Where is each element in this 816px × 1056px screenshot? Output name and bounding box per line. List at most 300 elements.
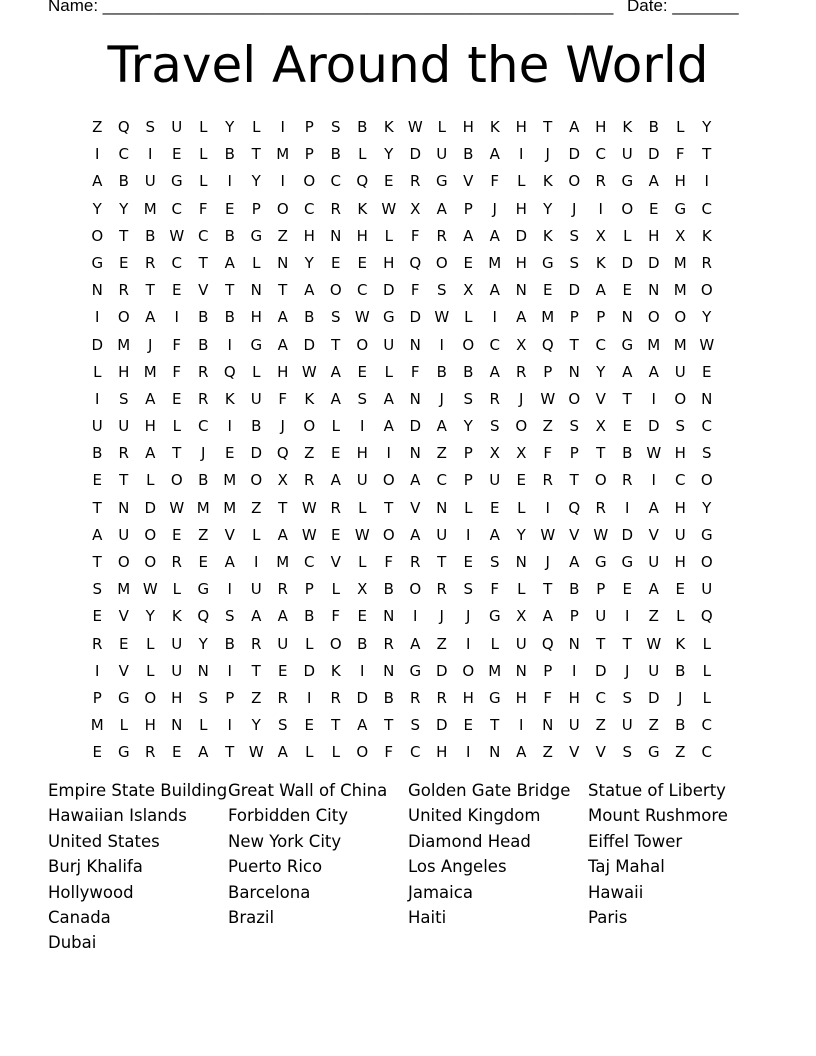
grid-letter[interactable]: C <box>198 226 209 245</box>
grid-letter[interactable]: U <box>674 525 686 544</box>
grid-letter[interactable]: U <box>436 145 448 164</box>
grid-letter[interactable]: R <box>410 172 421 191</box>
grid-letter[interactable]: J <box>148 335 153 354</box>
grid-letter[interactable]: Z <box>675 743 686 762</box>
grid-letter[interactable]: O <box>91 226 104 245</box>
grid-letter[interactable]: T <box>251 145 261 164</box>
grid-letter[interactable]: D <box>647 145 660 164</box>
grid-letter[interactable]: O <box>594 471 607 490</box>
grid-letter[interactable]: L <box>358 498 367 517</box>
grid-letter[interactable]: R <box>304 471 315 490</box>
grid-letter[interactable]: I <box>360 417 365 436</box>
grid-letter[interactable]: B <box>224 308 235 327</box>
grid-letter[interactable]: L <box>490 634 499 653</box>
grid-letter[interactable]: U <box>436 525 448 544</box>
grid-letter[interactable]: A <box>595 281 606 300</box>
grid-letter[interactable]: A <box>277 607 288 626</box>
grid-letter[interactable]: V <box>118 607 129 626</box>
grid-letter[interactable]: M <box>673 281 687 300</box>
grid-letter[interactable]: Z <box>251 498 262 517</box>
grid-letter[interactable]: J <box>280 417 285 436</box>
grid-letter[interactable]: D <box>621 253 634 272</box>
grid-letter[interactable]: L <box>172 580 181 599</box>
grid-letter[interactable]: G <box>409 661 422 680</box>
grid-letter[interactable]: I <box>95 389 100 408</box>
grid-letter[interactable]: U <box>91 417 103 436</box>
grid-letter[interactable]: S <box>569 226 580 245</box>
grid-letter[interactable]: S <box>489 553 500 571</box>
grid-letter[interactable]: G <box>435 172 448 191</box>
grid-letter[interactable]: O <box>250 471 263 490</box>
grid-letter[interactable]: L <box>517 580 526 599</box>
grid-letter[interactable]: R <box>410 553 421 571</box>
grid-letter[interactable]: M <box>647 335 661 354</box>
grid-letter[interactable]: Z <box>542 743 553 762</box>
grid-letter[interactable]: G <box>674 199 687 218</box>
grid-letter[interactable]: S <box>118 389 129 408</box>
grid-letter[interactable]: I <box>95 308 100 327</box>
grid-letter[interactable]: R <box>330 498 341 517</box>
grid-letter[interactable]: P <box>543 661 553 680</box>
grid-letter[interactable]: P <box>543 362 553 381</box>
grid-letter[interactable]: T <box>596 634 606 653</box>
grid-letter[interactable]: G <box>541 253 554 272</box>
grid-letter[interactable]: H <box>250 308 262 327</box>
grid-letter[interactable]: N <box>277 253 289 272</box>
grid-letter[interactable]: A <box>145 389 156 408</box>
grid-letter[interactable]: M <box>541 308 555 327</box>
grid-letter[interactable]: C <box>701 743 712 762</box>
grid-letter[interactable]: M <box>223 498 237 517</box>
grid-letter[interactable]: B <box>383 688 394 707</box>
grid-letter[interactable]: Y <box>596 362 606 381</box>
grid-letter[interactable]: J <box>466 607 471 626</box>
grid-letter[interactable]: T <box>278 498 288 517</box>
grid-letter[interactable]: B <box>224 226 235 245</box>
grid-letter[interactable]: A <box>383 417 394 436</box>
grid-letter[interactable]: C <box>198 417 209 436</box>
grid-letter[interactable]: R <box>118 444 129 463</box>
grid-letter[interactable]: A <box>224 553 235 571</box>
grid-letter[interactable]: V <box>330 553 341 571</box>
grid-letter[interactable]: L <box>331 580 340 599</box>
grid-letter[interactable]: H <box>515 688 527 707</box>
grid-letter[interactable]: A <box>198 743 209 762</box>
grid-letter[interactable]: A <box>648 362 659 381</box>
grid-letter[interactable]: W <box>301 362 317 381</box>
grid-letter[interactable]: O <box>647 308 660 327</box>
grid-letter[interactable]: A <box>92 525 103 544</box>
grid-letter[interactable]: A <box>251 607 262 626</box>
grid-letter[interactable]: E <box>649 199 659 218</box>
grid-letter[interactable]: Y <box>225 118 235 136</box>
grid-letter[interactable]: U <box>568 716 580 735</box>
grid-letter[interactable]: O <box>462 335 475 354</box>
grid-letter[interactable]: E <box>331 525 341 544</box>
grid-letter[interactable]: Z <box>436 634 447 653</box>
grid-letter[interactable]: A <box>145 308 156 327</box>
grid-letter[interactable]: O <box>144 688 157 707</box>
grid-letter[interactable]: C <box>171 253 182 272</box>
grid-letter[interactable]: U <box>250 580 262 599</box>
grid-letter[interactable]: O <box>621 199 634 218</box>
grid-letter[interactable]: K <box>224 389 235 408</box>
grid-letter[interactable]: Q <box>541 335 554 354</box>
grid-letter[interactable]: E <box>622 580 632 599</box>
grid-letter[interactable]: A <box>569 118 580 136</box>
grid-letter[interactable]: B <box>569 580 580 599</box>
grid-letter[interactable]: O <box>409 580 422 599</box>
grid-letter[interactable]: G <box>250 226 263 245</box>
grid-letter[interactable]: E <box>92 743 102 762</box>
grid-letter[interactable]: C <box>701 199 712 218</box>
grid-letter[interactable]: I <box>519 716 524 735</box>
grid-letter[interactable]: B <box>224 634 235 653</box>
grid-letter[interactable]: A <box>648 172 659 191</box>
grid-letter[interactable]: R <box>595 172 606 191</box>
grid-letter[interactable]: A <box>648 498 659 517</box>
grid-letter[interactable]: K <box>304 389 315 408</box>
grid-letter[interactable]: D <box>594 661 607 680</box>
grid-letter[interactable]: R <box>516 362 527 381</box>
grid-letter[interactable]: F <box>172 362 182 381</box>
grid-letter[interactable]: L <box>702 661 711 680</box>
grid-letter[interactable]: B <box>304 308 315 327</box>
grid-letter[interactable]: T <box>702 145 712 164</box>
grid-letter[interactable]: W <box>540 525 556 544</box>
grid-letter[interactable]: A <box>330 362 341 381</box>
grid-letter[interactable]: T <box>278 281 288 300</box>
grid-letter[interactable]: Y <box>463 417 473 436</box>
grid-letter[interactable]: O <box>144 525 157 544</box>
grid-letter[interactable]: E <box>463 253 473 272</box>
grid-letter[interactable]: X <box>463 281 474 300</box>
grid-letter[interactable]: B <box>463 145 474 164</box>
grid-letter[interactable]: G <box>621 172 634 191</box>
grid-letter[interactable]: Y <box>702 118 712 136</box>
grid-letter[interactable]: L <box>199 172 208 191</box>
grid-letter[interactable]: C <box>171 199 182 218</box>
grid-letter[interactable]: K <box>542 226 553 245</box>
grid-letter[interactable]: G <box>197 580 210 599</box>
grid-letter[interactable]: O <box>303 172 316 191</box>
grid-letter[interactable]: J <box>572 199 577 218</box>
grid-letter[interactable]: M <box>143 362 157 381</box>
grid-letter[interactable]: H <box>171 688 183 707</box>
grid-letter[interactable]: J <box>439 389 444 408</box>
grid-letter[interactable]: H <box>648 226 660 245</box>
grid-letter[interactable]: Z <box>595 716 606 735</box>
grid-letter[interactable]: U <box>118 525 130 544</box>
grid-letter[interactable]: T <box>92 553 102 571</box>
grid-letter[interactable]: I <box>386 444 391 463</box>
grid-letter[interactable]: V <box>569 525 580 544</box>
grid-letter[interactable]: A <box>277 525 288 544</box>
grid-letter[interactable]: L <box>305 743 314 762</box>
grid-letter[interactable]: L <box>702 634 711 653</box>
grid-letter[interactable]: I <box>651 471 656 490</box>
grid-letter[interactable]: W <box>301 525 317 544</box>
grid-letter[interactable]: E <box>172 743 182 762</box>
grid-letter[interactable]: G <box>170 172 183 191</box>
grid-letter[interactable]: N <box>409 444 421 463</box>
grid-letter[interactable]: S <box>463 580 474 599</box>
grid-letter[interactable]: G <box>594 553 607 571</box>
grid-letter[interactable]: A <box>224 253 235 272</box>
grid-letter[interactable]: T <box>384 716 394 735</box>
grid-letter[interactable]: P <box>251 199 261 218</box>
grid-letter[interactable]: G <box>117 688 130 707</box>
grid-letter[interactable]: D <box>568 281 581 300</box>
grid-letter[interactable]: E <box>490 498 500 517</box>
grid-letter[interactable]: E <box>331 253 341 272</box>
grid-letter[interactable]: I <box>439 335 444 354</box>
grid-letter[interactable]: I <box>95 145 100 164</box>
grid-letter[interactable]: Y <box>251 716 261 735</box>
grid-letter[interactable]: L <box>702 688 711 707</box>
grid-letter[interactable]: F <box>490 172 500 191</box>
grid-letter[interactable]: Z <box>436 444 447 463</box>
grid-letter[interactable]: N <box>701 389 713 408</box>
grid-letter[interactable]: T <box>437 553 447 571</box>
grid-letter[interactable]: R <box>436 226 447 245</box>
grid-letter[interactable]: T <box>569 471 579 490</box>
grid-letter[interactable]: R <box>145 253 156 272</box>
grid-letter[interactable]: M <box>488 253 502 272</box>
grid-letter[interactable]: Y <box>384 145 394 164</box>
grid-letter[interactable]: U <box>356 471 368 490</box>
grid-letter[interactable]: D <box>647 417 660 436</box>
grid-letter[interactable]: R <box>410 688 421 707</box>
grid-letter[interactable]: S <box>489 417 500 436</box>
grid-letter[interactable]: F <box>384 743 394 762</box>
grid-letter[interactable]: L <box>517 498 526 517</box>
grid-letter[interactable]: U <box>674 362 686 381</box>
grid-letter[interactable]: E <box>119 253 129 272</box>
grid-letter[interactable]: P <box>304 145 314 164</box>
grid-letter[interactable]: C <box>304 199 315 218</box>
grid-letter[interactable]: C <box>410 743 421 762</box>
grid-letter[interactable]: O <box>356 335 369 354</box>
grid-letter[interactable]: A <box>145 444 156 463</box>
grid-letter[interactable]: W <box>646 634 662 653</box>
grid-letter[interactable]: X <box>516 335 527 354</box>
grid-letter[interactable]: D <box>382 281 395 300</box>
grid-letter[interactable]: A <box>489 525 500 544</box>
grid-letter[interactable]: N <box>383 607 395 626</box>
grid-letter[interactable]: U <box>171 634 183 653</box>
grid-letter[interactable]: D <box>409 145 422 164</box>
grid-letter[interactable]: W <box>142 580 158 599</box>
grid-letter[interactable]: I <box>625 498 630 517</box>
grid-letter[interactable]: A <box>489 362 500 381</box>
grid-letter[interactable]: K <box>701 226 712 245</box>
grid-letter[interactable]: S <box>92 580 103 599</box>
grid-letter[interactable]: B <box>383 580 394 599</box>
grid-letter[interactable]: I <box>174 308 179 327</box>
grid-letter[interactable]: Y <box>251 172 261 191</box>
grid-letter[interactable]: H <box>515 118 527 136</box>
grid-letter[interactable]: N <box>515 553 527 571</box>
grid-letter[interactable]: B <box>463 362 474 381</box>
grid-letter[interactable]: N <box>383 661 395 680</box>
grid-letter[interactable]: T <box>145 281 155 300</box>
grid-letter[interactable]: N <box>542 716 554 735</box>
grid-letter[interactable]: T <box>622 634 632 653</box>
grid-letter[interactable]: W <box>540 389 556 408</box>
grid-letter[interactable]: L <box>358 553 367 571</box>
grid-letter[interactable]: G <box>621 335 634 354</box>
grid-letter[interactable]: N <box>409 389 421 408</box>
grid-letter[interactable]: E <box>198 553 208 571</box>
grid-letter[interactable]: L <box>252 362 261 381</box>
grid-letter[interactable]: I <box>95 661 100 680</box>
grid-letter[interactable]: R <box>118 281 129 300</box>
grid-letter[interactable]: Q <box>276 444 289 463</box>
grid-letter[interactable]: T <box>92 498 102 517</box>
grid-letter[interactable]: T <box>251 661 261 680</box>
grid-letter[interactable]: M <box>276 145 290 164</box>
grid-letter[interactable]: H <box>568 688 580 707</box>
grid-letter[interactable]: C <box>330 172 341 191</box>
grid-letter[interactable]: I <box>466 525 471 544</box>
grid-letter[interactable]: N <box>197 661 209 680</box>
grid-letter[interactable]: F <box>410 281 420 300</box>
grid-letter[interactable]: I <box>227 580 232 599</box>
grid-letter[interactable]: W <box>248 743 264 762</box>
grid-letter[interactable]: S <box>198 688 209 707</box>
grid-letter[interactable]: W <box>646 444 662 463</box>
grid-letter[interactable]: B <box>622 444 633 463</box>
grid-letter[interactable]: M <box>673 253 687 272</box>
grid-letter[interactable]: W <box>407 118 423 136</box>
grid-letter[interactable]: O <box>382 471 395 490</box>
grid-letter[interactable]: Q <box>223 362 236 381</box>
grid-letter[interactable]: S <box>569 417 580 436</box>
grid-letter[interactable]: L <box>199 118 208 136</box>
grid-letter[interactable]: K <box>171 607 182 626</box>
grid-letter[interactable]: V <box>224 525 235 544</box>
grid-letter[interactable]: E <box>331 444 341 463</box>
grid-letter[interactable]: L <box>305 634 314 653</box>
grid-letter[interactable]: E <box>172 145 182 164</box>
grid-letter[interactable]: I <box>572 661 577 680</box>
grid-letter[interactable]: F <box>278 389 288 408</box>
grid-letter[interactable]: Z <box>648 607 659 626</box>
grid-letter[interactable]: R <box>145 743 156 762</box>
grid-letter[interactable]: O <box>674 389 687 408</box>
grid-letter[interactable]: L <box>146 471 155 490</box>
grid-letter[interactable]: W <box>593 525 609 544</box>
grid-letter[interactable]: H <box>277 362 289 381</box>
grid-letter[interactable]: H <box>674 172 686 191</box>
grid-letter[interactable]: W <box>169 226 185 245</box>
grid-letter[interactable]: L <box>93 362 102 381</box>
grid-letter[interactable]: H <box>515 253 527 272</box>
grid-letter[interactable]: U <box>648 553 660 571</box>
grid-letter[interactable]: A <box>463 226 474 245</box>
grid-letter[interactable]: O <box>329 281 342 300</box>
grid-letter[interactable]: L <box>172 417 181 436</box>
grid-letter[interactable]: V <box>118 661 129 680</box>
grid-letter[interactable]: I <box>227 716 232 735</box>
grid-letter[interactable]: S <box>145 118 156 136</box>
grid-letter[interactable]: H <box>118 362 130 381</box>
grid-letter[interactable]: U <box>144 172 156 191</box>
grid-letter[interactable]: E <box>225 199 235 218</box>
grid-letter[interactable]: X <box>595 226 606 245</box>
grid-letter[interactable]: E <box>172 281 182 300</box>
grid-letter[interactable]: O <box>329 634 342 653</box>
grid-letter[interactable]: H <box>356 444 368 463</box>
grid-letter[interactable]: G <box>250 335 263 354</box>
grid-letter[interactable]: B <box>145 226 156 245</box>
grid-letter[interactable]: N <box>621 308 633 327</box>
grid-letter[interactable]: H <box>144 716 156 735</box>
grid-letter[interactable]: R <box>436 580 447 599</box>
grid-letter[interactable]: I <box>704 172 709 191</box>
grid-letter[interactable]: Y <box>516 525 526 544</box>
grid-letter[interactable]: J <box>678 688 683 707</box>
grid-letter[interactable]: H <box>595 118 607 136</box>
grid-letter[interactable]: L <box>676 118 685 136</box>
grid-letter[interactable]: J <box>545 145 550 164</box>
grid-letter[interactable]: E <box>119 634 129 653</box>
grid-letter[interactable]: T <box>543 118 553 136</box>
grid-letter[interactable]: B <box>675 661 686 680</box>
grid-letter[interactable]: C <box>701 417 712 436</box>
grid-letter[interactable]: U <box>171 661 183 680</box>
grid-letter[interactable]: H <box>383 253 395 272</box>
grid-letter[interactable]: S <box>330 118 341 136</box>
grid-letter[interactable]: E <box>357 607 367 626</box>
grid-letter[interactable]: L <box>146 661 155 680</box>
grid-letter[interactable]: U <box>383 335 395 354</box>
grid-letter[interactable]: I <box>413 607 418 626</box>
grid-letter[interactable]: Q <box>409 253 422 272</box>
grid-letter[interactable]: F <box>384 553 394 571</box>
grid-letter[interactable]: M <box>90 716 104 735</box>
grid-letter[interactable]: O <box>674 308 687 327</box>
grid-letter[interactable]: L <box>676 607 685 626</box>
grid-letter[interactable]: U <box>595 607 607 626</box>
grid-letter[interactable]: X <box>277 471 288 490</box>
grid-letter[interactable]: T <box>543 580 553 599</box>
grid-letter[interactable]: E <box>622 417 632 436</box>
grid-letter[interactable]: E <box>675 580 685 599</box>
grid-letter[interactable]: L <box>331 417 340 436</box>
grid-letter[interactable]: I <box>148 145 153 164</box>
grid-letter[interactable]: S <box>675 417 686 436</box>
grid-letter[interactable]: E <box>92 607 102 626</box>
grid-letter[interactable]: G <box>621 553 634 571</box>
grid-letter[interactable]: O <box>700 553 713 571</box>
grid-letter[interactable]: Y <box>702 498 712 517</box>
grid-letter[interactable]: D <box>515 226 528 245</box>
grid-letter[interactable]: K <box>330 661 341 680</box>
grid-letter[interactable]: F <box>410 226 420 245</box>
grid-letter[interactable]: E <box>543 281 553 300</box>
grid-letter[interactable]: T <box>622 389 632 408</box>
grid-letter[interactable]: L <box>384 226 393 245</box>
grid-letter[interactable]: L <box>358 145 367 164</box>
grid-letter[interactable]: R <box>383 634 394 653</box>
grid-letter[interactable]: D <box>250 444 263 463</box>
grid-letter[interactable]: C <box>595 145 606 164</box>
grid-letter[interactable]: E <box>516 471 526 490</box>
grid-letter[interactable]: L <box>623 226 632 245</box>
grid-letter[interactable]: E <box>278 661 288 680</box>
